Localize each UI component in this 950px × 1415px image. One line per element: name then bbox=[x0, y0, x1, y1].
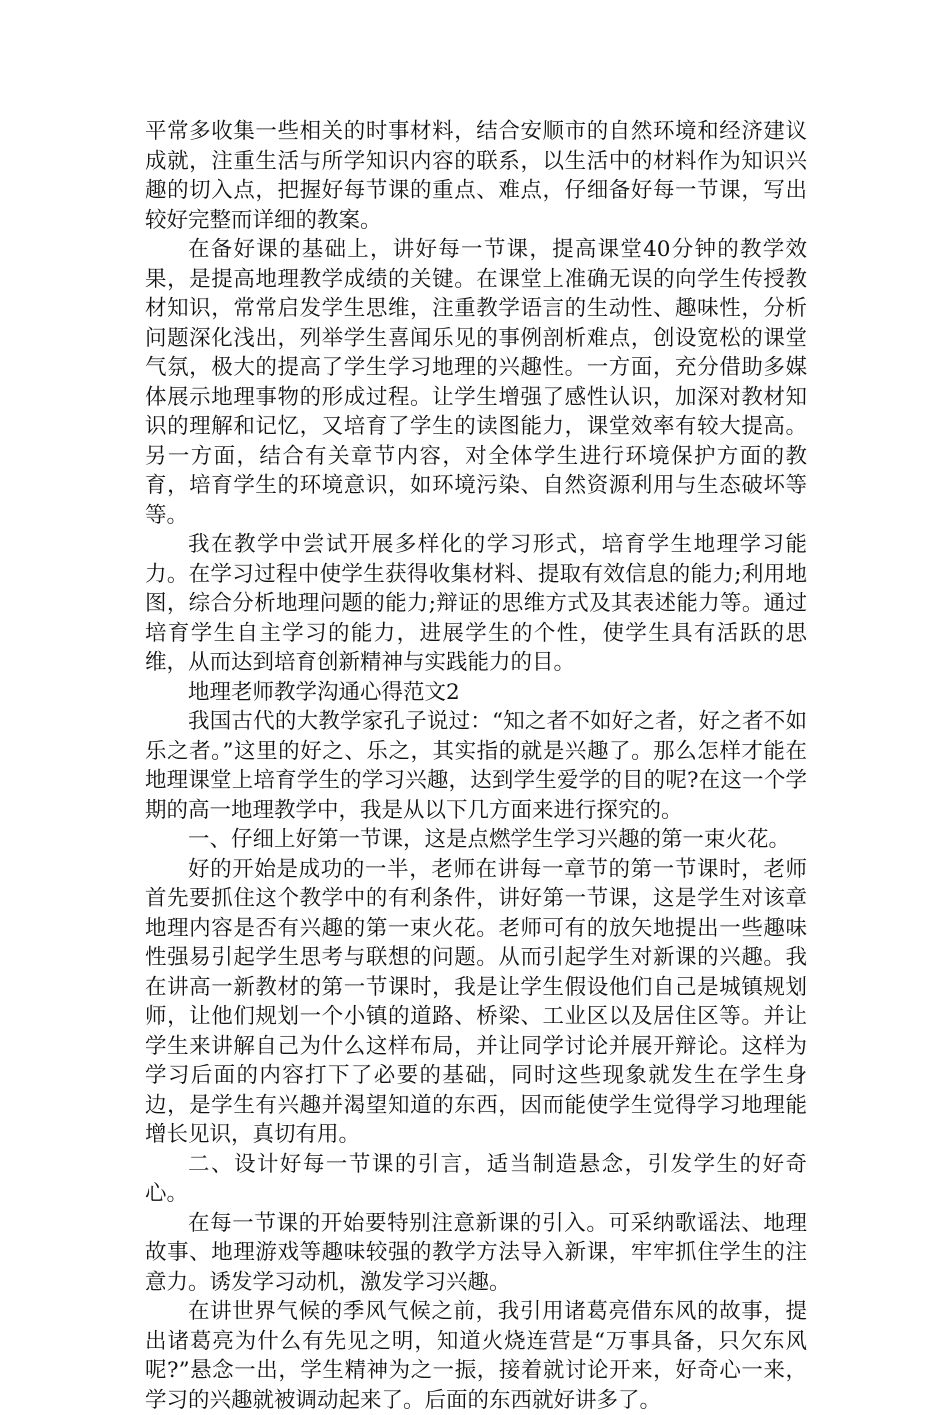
section-heading: 地理老师教学沟通心得范文2 bbox=[188, 679, 460, 705]
paragraph-6: 在每一节课的开始要特别注意新课的引入。可采纳歌谣法、地理故事、地理游戏等趣味较强的教学方法导入新课，牢牢抓住学生的注意力。诱发学习动机，激发学习兴趣。 bbox=[145, 1210, 807, 1295]
paragraph-2: 在备好课的基础上，讲好每一节课，提高课堂40分钟的教学效果，是提高地理教学成绩的关键。在课堂上准确无误的向学生传授教材知识，常常启发学生思维，注重教学语言的生动性、趣味性，分析问题深化浅出，列举学生喜闻乐见的事例剖析难点，创设宽松的课堂气氛，极大的提高了学生学习地理的兴趣性。一方面，充分借助多媒体展示地理事物的形成过程。让学生增强了感性认识，加深对教材知识的理解和记忆，又培育了学生的读图能力，课堂效率有较大提高。另一方面，结合有关章节内容，对全体学生进行环境保护方面的教育，培育学生的环境意识，如环境污染、自然资源利用与生态破坏等等。 bbox=[145, 237, 807, 528]
point-two-heading: 二、设计好每一节课的引言，适当制造悬念，引发学生的好奇心。 bbox=[145, 1151, 807, 1206]
paragraph-3: 我在教学中尝试开展多样化的学习形式，培育学生地理学习能力。在学习过程中使学生获得收集材料、提取有效信息的能力;利用地图，综合分析地理问题的能力;辩证的思维方式及其表述能力等。通过培育学生自主学习的能力，进展学生的个性，使学生具有活跃的思维，从而达到培育创新精神与实践能力的目。 bbox=[145, 532, 807, 675]
document-body bbox=[145, 117, 807, 1415]
paragraph-7: 在讲世界气候的季风气候之前，我引用诸葛亮借东风的故事，提出诸葛亮为什么有先见之明，知道火烧连营是“万事具备，只欠东风呢?”悬念一出，学生精神为之一振，接着就讨论开来，好奇心一来，学习的兴趣就被调动起来了。后面的东西就好讲多了。 bbox=[145, 1299, 807, 1413]
paragraph-4: 我国古代的大教学家孔子说过：“知之者不如好之者，好之者不如乐之者。”这里的好之、乐之，其实指的就是兴趣了。那么怎样才能在地理课堂上培育学生的学习兴趣，达到学生爱学的目的呢?在这一个学期的高一地理教学中，我是从以下几方面来进行探究的。 bbox=[145, 709, 807, 823]
paragraph-5: 好的开始是成功的一半，老师在讲每一章节的第一节课时，老师首先要抓住这个教学中的有利条件，讲好第一节课，这是学生对该章地理内容是否有兴趣的第一束火花。老师可有的放矢地提出一些趣味性强易引起学生思考与联想的问题。从而引起学生对新课的兴趣。我在讲高一新教材的第一节课时，我是让学生假设他们自己是城镇规划师，让他们规划一个小镇的道路、桥梁、工业区以及居住区等。并让学生来讲解自己为什么这样布局，并让同学讨论并展开辩论。这样为学习后面的内容打下了必要的基础，同时这些现象就发生在学生身边，是学生有兴趣并渴望知道的东西，因而能使学生觉得学习地理能增长见识，真切有用。 bbox=[145, 856, 807, 1147]
paragraph-1: 平常多收集一些相关的时事材料，结合安顺市的自然环境和经济建议成就，注重生活与所学知识内容的联系，以生活中的材料作为知识兴趣的切入点，把握好每节课的重点、难点，仔细备好每一节课，写出较好完整而详细的教案。 bbox=[145, 119, 807, 233]
point-one-heading: 一、仔细上好第一节课，这是点燃学生学习兴趣的第一束火花。 bbox=[188, 827, 791, 852]
